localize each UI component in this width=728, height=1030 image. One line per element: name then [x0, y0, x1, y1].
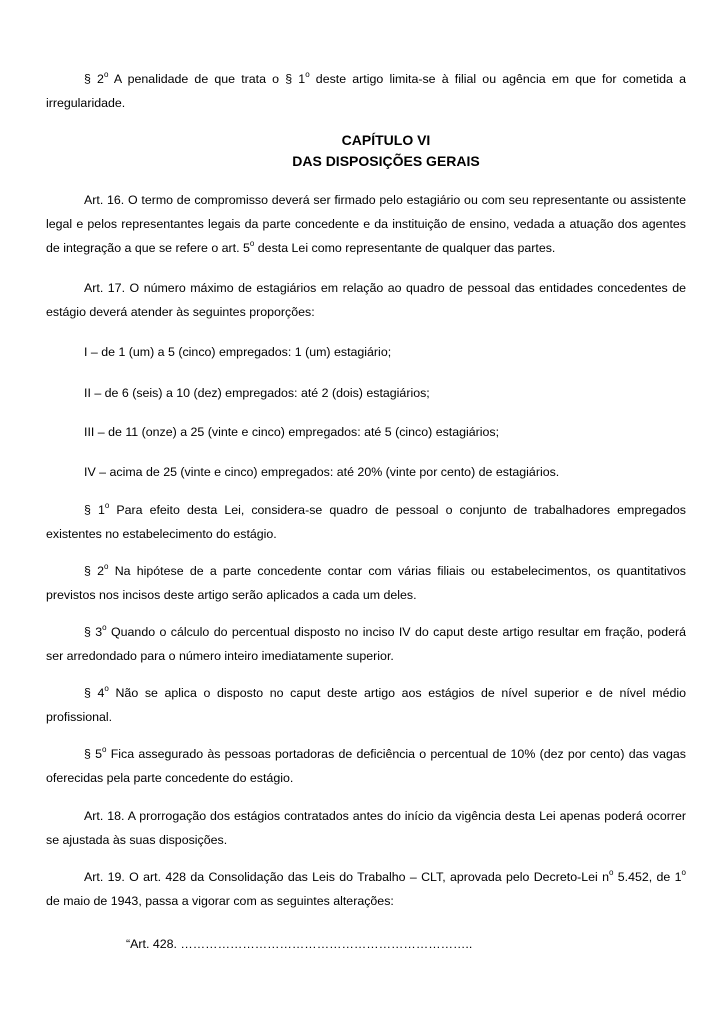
ordinal-superscript: o: [305, 70, 310, 79]
paragraph-mark: § 1: [84, 503, 105, 517]
inciso-iv: IV – acima de 25 (vinte e cinco) empregados: até 20% (vinte por cento) de estagiários.: [84, 465, 560, 479]
ordinal-superscript: o: [104, 501, 110, 510]
paragraph-text: A penalidade de que trata o § 1: [108, 72, 306, 86]
article-19: [46, 865, 686, 913]
inciso-iii: III – de 11 (onze) a 25 (vinte e cinco) empregados: até 5 (cinco) estagiários;: [84, 425, 500, 439]
paragraph-text: Não se aplica o disposto no caput deste artigo aos estágios de nível superior e de nível médio profissional.: [46, 686, 686, 724]
paragraph-text: deste artigo limita-se à filial ou agência em que for cometida a irregularidade.: [46, 72, 686, 110]
paragraph-2-penalty: [46, 67, 686, 115]
ordinal-superscript: o: [104, 684, 109, 693]
article-17-paragraph-5: [46, 742, 686, 790]
article-17-paragraph-1: [46, 498, 686, 546]
chapter-title: CAPÍTULO VI: [341, 132, 431, 148]
paragraph-mark: § 2: [84, 72, 104, 86]
article-18: Art. 18. A prorrogação dos estágios contratados antes do início da vigência desta Lei apenas poderá ocorrer se ajustada às suas disposições.: [46, 809, 686, 847]
ordinal-superscript: o: [104, 562, 109, 571]
article-17-paragraph-2: [46, 559, 686, 607]
paragraph-mark: § 3: [84, 625, 103, 639]
paragraph-mark: § 2: [84, 564, 105, 578]
article-17-paragraph-4: [46, 681, 686, 729]
article-text: Art. 19. O art. 428 da Consolidação das Leis do Trabalho – CLT, aprovada pelo Decreto-Lei n: [84, 870, 609, 884]
ordinal-superscript: o: [249, 239, 255, 248]
ordinal-superscript: o: [102, 745, 107, 754]
article-17: Art. 17. O número máximo de estagiários em relação ao quadro de pessoal das entidades concedentes de estágio deverá atender às seguintes proporções:: [46, 281, 686, 319]
paragraph-text: Na hipótese de a parte concedente contar com várias filiais ou estabelecimentos, os quantitativos previstos nos incisos deste artigo serão aplicados a cada um deles.: [46, 564, 686, 602]
inciso-ii: II – de 6 (seis) a 10 (dez) empregados: até 2 (dois) estagiários;: [84, 386, 430, 400]
paragraph-mark: § 4: [84, 686, 105, 700]
ordinal-superscript: o: [681, 868, 686, 877]
article-text: Art. 16. O termo de compromisso deverá ser firmado pelo estagiário ou com seu representante ou assistente legal e pelos representantes legais da parte concedente e da instituição de ensino, vedada a atuação dos agentes de integração a que se refere o art. 5: [46, 193, 686, 255]
article-text: de maio de 1943, passa a vigorar com as seguintes alterações:: [46, 894, 394, 908]
ordinal-superscript: o: [103, 70, 109, 79]
article-16: [46, 188, 686, 260]
paragraph-mark: § 5: [84, 747, 103, 761]
article-17-paragraph-3: [46, 620, 686, 668]
article-text: desta Lei como representante de qualquer das partes.: [254, 241, 556, 255]
quoted-article-428: “Art. 428. ……………………………………………………………..: [126, 937, 473, 951]
article-text: 5.452, de 1: [613, 870, 682, 884]
paragraph-text: Para efeito desta Lei, considera-se quadro de pessoal o conjunto de trabalhadores empregados existentes no estabelecimento do estágio.: [46, 503, 686, 541]
ordinal-superscript: o: [102, 623, 107, 632]
paragraph-text: Fica assegurado às pessoas portadoras de deficiência o percentual de 10% (dez por cento) das vagas oferecidas pela parte concedente do estágio.: [46, 747, 686, 785]
ordinal-superscript: o: [608, 868, 614, 877]
paragraph-text: Quando o cálculo do percentual disposto no inciso IV do caput deste artigo resultar em fração, poderá ser arredondado para o número inteiro imediatamente superior.: [46, 625, 686, 663]
chapter-subtitle: DAS DISPOSIÇÕES GERAIS: [292, 153, 480, 169]
inciso-i: I – de 1 (um) a 5 (cinco) empregados: 1 (um) estagiário;: [84, 345, 392, 359]
